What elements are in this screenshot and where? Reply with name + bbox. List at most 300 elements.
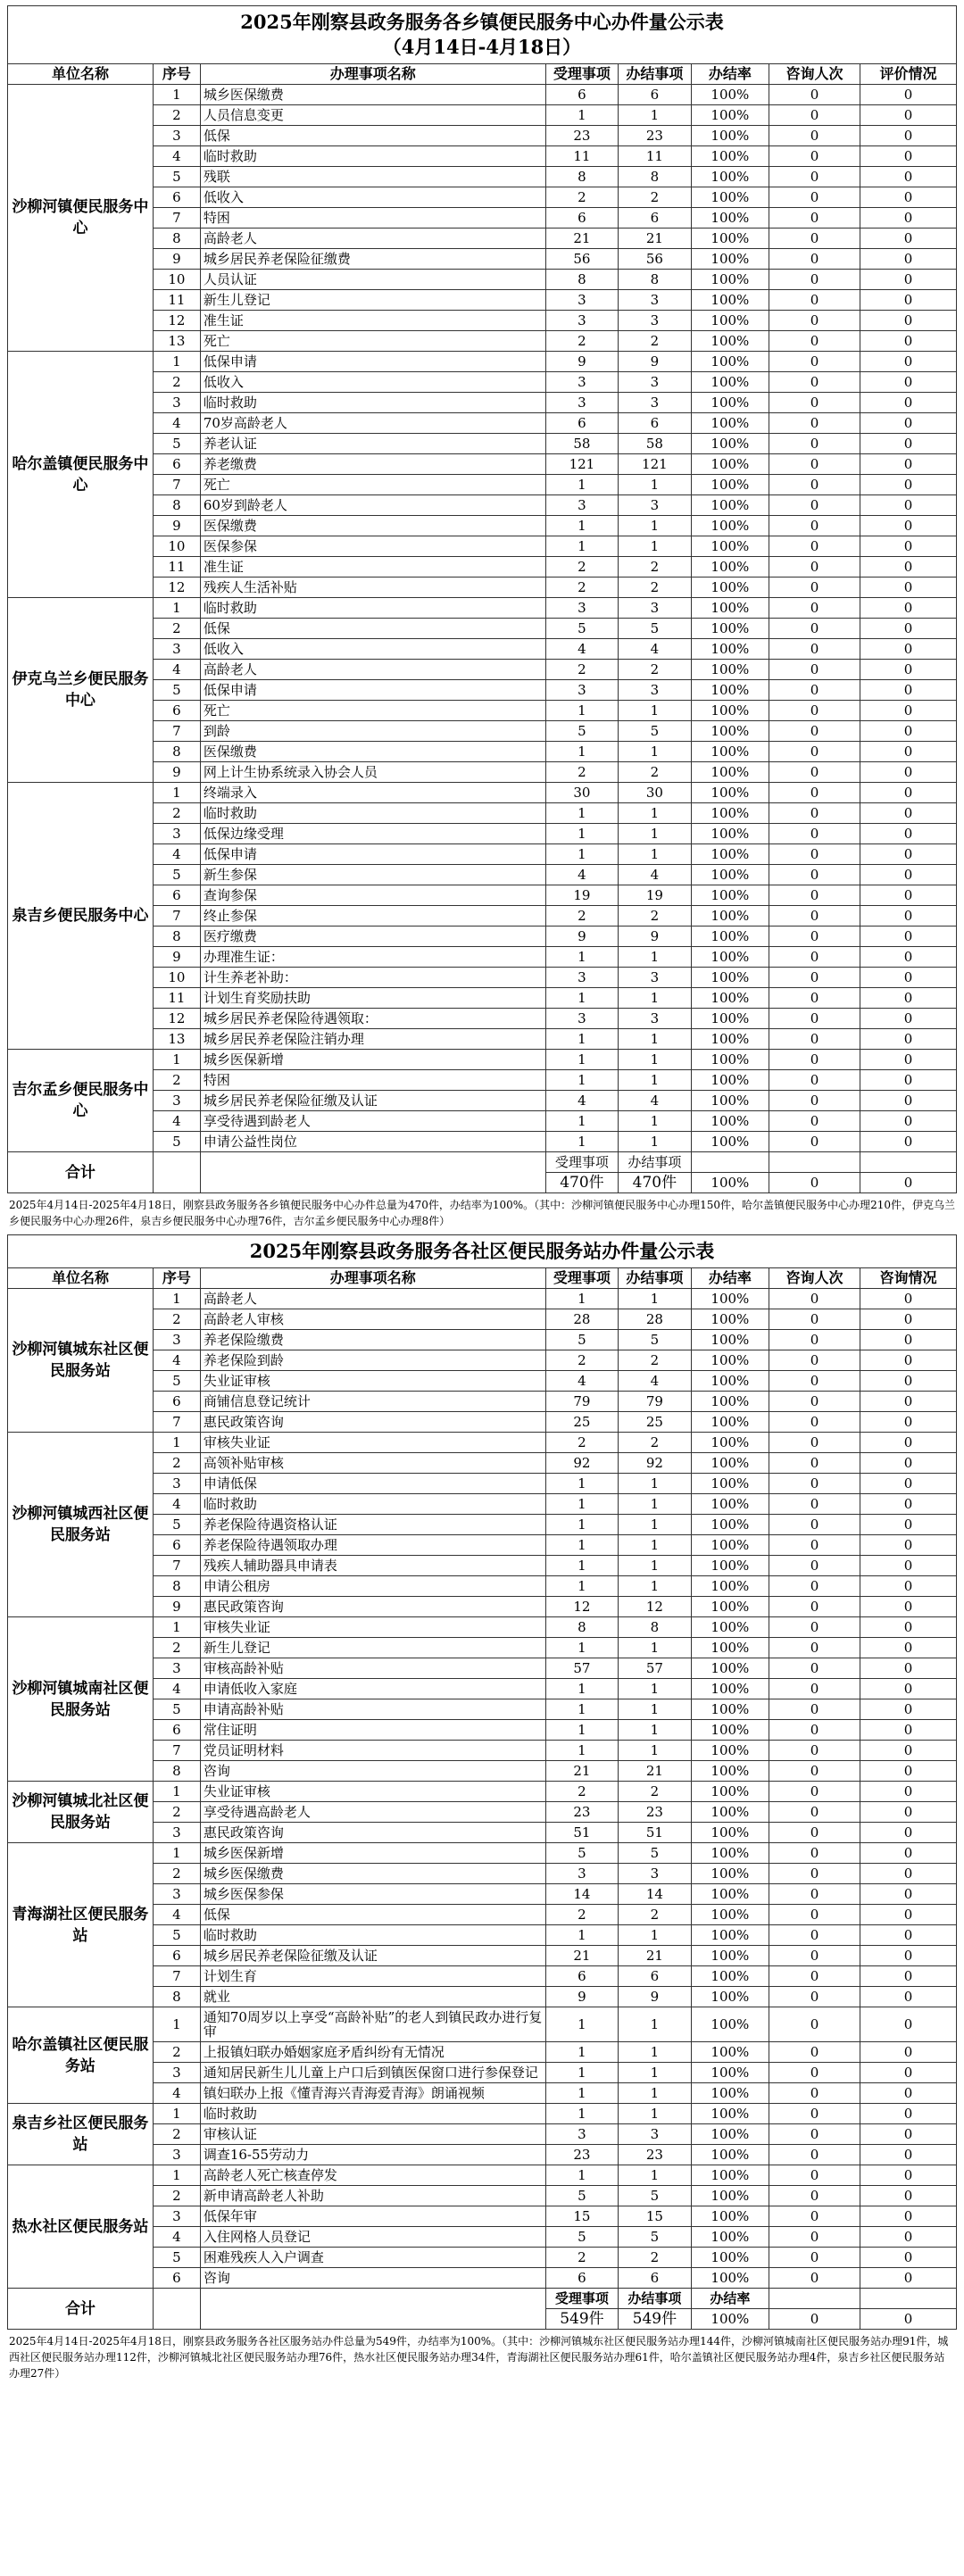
accepted: 2 <box>545 187 618 208</box>
completed: 1 <box>619 2042 691 2063</box>
seq: 2 <box>153 1802 200 1823</box>
accepted: 79 <box>545 1392 618 1412</box>
item-name: 残疾人辅助器具申请表 <box>200 1556 545 1576</box>
completion-rate: 100% <box>691 762 769 783</box>
consult-count: 0 <box>769 1309 860 1330</box>
seq: 1 <box>153 1843 200 1864</box>
item-name: 养老保险待遇资格认证 <box>200 1515 545 1535</box>
evaluation: 0 <box>860 1658 956 1679</box>
consult-count: 0 <box>769 1617 860 1638</box>
consult-count: 0 <box>769 495 860 516</box>
completion-rate: 100% <box>691 2007 769 2042</box>
evaluation: 0 <box>860 1050 956 1070</box>
completed: 1 <box>619 988 691 1009</box>
accepted: 1 <box>545 2007 618 2042</box>
completed: 58 <box>619 434 691 454</box>
seq: 4 <box>153 1350 200 1371</box>
completion-rate: 100% <box>691 803 769 824</box>
seq: 8 <box>153 1576 200 1597</box>
completion-rate: 100% <box>691 2248 769 2268</box>
completed: 30 <box>619 783 691 803</box>
consult-count: 0 <box>769 906 860 927</box>
total-h1: 受理事项 <box>545 2289 618 2309</box>
item-name: 计划生育 <box>200 1966 545 1987</box>
item-name: 城乡医保缴费 <box>200 85 545 105</box>
seq: 6 <box>153 885 200 906</box>
column-header: 序号 <box>153 64 200 85</box>
seq: 5 <box>153 1371 200 1392</box>
completion-rate: 100% <box>691 372 769 393</box>
accepted: 2 <box>545 1905 618 1925</box>
item-name: 高龄老人 <box>200 660 545 680</box>
seq: 5 <box>153 1699 200 1720</box>
accepted: 2 <box>545 578 618 598</box>
seq: 9 <box>153 249 200 270</box>
consult-count: 0 <box>769 167 860 187</box>
consult-count: 0 <box>769 2206 860 2227</box>
unit-name: 哈尔盖镇便民服务中心 <box>8 352 154 598</box>
consult-count: 0 <box>769 1371 860 1392</box>
item-name: 审核失业证 <box>200 1433 545 1453</box>
completed: 5 <box>619 2227 691 2248</box>
column-header: 办理事项名称 <box>200 64 545 85</box>
item-name: 申请高龄补贴 <box>200 1699 545 1720</box>
accepted: 1 <box>545 1132 618 1152</box>
title-text: 2025年刚察县政务服务各乡镇便民服务中心办件量公示表 <box>240 11 724 33</box>
accepted: 1 <box>545 1111 618 1132</box>
unit-name: 沙柳河镇城北社区便民服务站 <box>8 1782 154 1843</box>
seq: 2 <box>153 372 200 393</box>
completed: 6 <box>619 1966 691 1987</box>
completion-rate: 100% <box>691 454 769 475</box>
completed: 1 <box>619 1556 691 1576</box>
completion-rate: 100% <box>691 1091 769 1111</box>
completed: 1 <box>619 1638 691 1658</box>
consult-count: 0 <box>769 2063 860 2083</box>
total-h3: 办结率 <box>691 2289 769 2309</box>
evaluation: 0 <box>860 1132 956 1152</box>
seq: 4 <box>153 1111 200 1132</box>
item-name: 申请低保 <box>200 1474 545 1494</box>
seq: 2 <box>153 2186 200 2206</box>
completed: 12 <box>619 1597 691 1617</box>
accepted: 19 <box>545 885 618 906</box>
seq: 10 <box>153 536 200 557</box>
consult-count: 0 <box>769 1392 860 1412</box>
item-name: 困难残疾人入户调查 <box>200 2248 545 2268</box>
accepted: 11 <box>545 146 618 167</box>
accepted: 1 <box>545 1741 618 1761</box>
completed: 1 <box>619 1474 691 1494</box>
item-name: 低保边缘受理 <box>200 824 545 844</box>
consult-count: 0 <box>769 536 860 557</box>
table-row <box>8 2104 957 2124</box>
item-name: 临时救助 <box>200 1494 545 1515</box>
seq: 3 <box>153 1330 200 1350</box>
header-row <box>8 1268 957 1289</box>
total-h2: 办结事项 <box>619 2289 691 2309</box>
completion-rate: 100% <box>691 578 769 598</box>
accepted: 2 <box>545 1433 618 1453</box>
completed: 3 <box>619 495 691 516</box>
accepted: 3 <box>545 393 618 413</box>
completion-rate: 100% <box>691 352 769 372</box>
total-v1: 549件 <box>545 2309 618 2330</box>
accepted: 28 <box>545 1309 618 1330</box>
evaluation: 0 <box>860 1371 956 1392</box>
evaluation: 0 <box>860 2165 956 2186</box>
accepted: 1 <box>545 1535 618 1556</box>
completed: 5 <box>619 619 691 639</box>
seq: 8 <box>153 495 200 516</box>
seq: 5 <box>153 865 200 885</box>
completed: 1 <box>619 1576 691 1597</box>
unit-name: 沙柳河镇城东社区便民服务站 <box>8 1289 154 1433</box>
consult-count: 0 <box>769 2227 860 2248</box>
seq: 1 <box>153 2007 200 2042</box>
unit-name: 哈尔盖镇社区便民服务站 <box>8 2007 154 2104</box>
item-name: 上报镇妇联办婚姻家庭矛盾纠纷有无情况 <box>200 2042 545 2063</box>
completed: 6 <box>619 85 691 105</box>
seq: 6 <box>153 1535 200 1556</box>
completed: 3 <box>619 1009 691 1029</box>
accepted: 8 <box>545 167 618 187</box>
completion-rate: 100% <box>691 1132 769 1152</box>
accepted: 1 <box>545 1925 618 1946</box>
accepted: 14 <box>545 1884 618 1905</box>
seq: 4 <box>153 1679 200 1699</box>
completed: 8 <box>619 167 691 187</box>
consult-count: 0 <box>769 311 860 331</box>
column-header: 评价情况 <box>860 64 956 85</box>
seq: 4 <box>153 413 200 434</box>
item-name: 申请低收入家庭 <box>200 1679 545 1699</box>
consult-count: 0 <box>769 927 860 947</box>
accepted: 2 <box>545 557 618 578</box>
completion-rate: 100% <box>691 1433 769 1453</box>
item-name: 高龄老人审核 <box>200 1309 545 1330</box>
accepted: 51 <box>545 1823 618 1843</box>
item-name: 70岁高龄老人 <box>200 413 545 434</box>
item-name: 低收入 <box>200 372 545 393</box>
completed: 3 <box>619 372 691 393</box>
completion-rate: 100% <box>691 598 769 619</box>
completed: 6 <box>619 413 691 434</box>
item-name: 查询参保 <box>200 885 545 906</box>
consult-count: 0 <box>769 968 860 988</box>
evaluation: 0 <box>860 988 956 1009</box>
completion-rate: 100% <box>691 1029 769 1050</box>
consult-count: 0 <box>769 680 860 701</box>
accepted: 12 <box>545 1597 618 1617</box>
seq: 10 <box>153 968 200 988</box>
total-eval: 0 <box>860 2309 956 2330</box>
evaluation: 0 <box>860 536 956 557</box>
completed: 6 <box>619 208 691 229</box>
item-name: 低保申请 <box>200 352 545 372</box>
evaluation: 0 <box>860 1494 956 1515</box>
summary-note: 2025年4月14日-2025年4月18日，刚察县政务服务各社区服务站办件总量为549件，办结率为100%。（其中：沙柳河镇城东社区便民服务站办理144件，沙柳河镇城南社区便民服务站办理91件，城西社区便民服务站办理112件，沙柳河镇城北社区便民服务站办理76件，热水社区便民服务站办理34件，青海湖社区便民服务站办理61件，哈尔盖镇社区便民服务站办理4件，泉吉乡社区便民服务站办理27件） <box>9 2335 949 2380</box>
table-body <box>8 85 957 1152</box>
completed: 28 <box>619 1309 691 1330</box>
seq: 11 <box>153 557 200 578</box>
completion-rate: 100% <box>691 927 769 947</box>
item-name: 新生参保 <box>200 865 545 885</box>
completed: 2 <box>619 762 691 783</box>
evaluation: 0 <box>860 126 956 146</box>
seq: 8 <box>153 742 200 762</box>
item-name: 医疗缴费 <box>200 927 545 947</box>
accepted: 1 <box>545 1556 618 1576</box>
seq: 3 <box>153 824 200 844</box>
completion-rate: 100% <box>691 865 769 885</box>
consult-count: 0 <box>769 1050 860 1070</box>
seq: 7 <box>153 1966 200 1987</box>
item-name: 死亡 <box>200 701 545 721</box>
accepted: 6 <box>545 2268 618 2289</box>
item-name: 失业证审核 <box>200 1371 545 1392</box>
seq: 1 <box>153 1433 200 1453</box>
completion-rate: 100% <box>691 1823 769 1843</box>
completion-rate: 100% <box>691 85 769 105</box>
accepted: 23 <box>545 1802 618 1823</box>
item-name: 低保申请 <box>200 680 545 701</box>
accepted: 2 <box>545 2248 618 2268</box>
completed: 14 <box>619 1884 691 1905</box>
seq: 3 <box>153 2206 200 2227</box>
consult-count: 0 <box>769 1699 860 1720</box>
completion-rate: 100% <box>691 660 769 680</box>
seq: 7 <box>153 1556 200 1576</box>
accepted: 1 <box>545 105 618 126</box>
seq: 2 <box>153 1638 200 1658</box>
total-v2: 470件 <box>619 1173 691 1193</box>
completed: 19 <box>619 885 691 906</box>
completion-rate: 100% <box>691 1494 769 1515</box>
accepted: 1 <box>545 2083 618 2104</box>
completion-rate: 100% <box>691 1556 769 1576</box>
completion-rate: 100% <box>691 331 769 352</box>
unit-name: 沙柳河镇城南社区便民服务站 <box>8 1617 154 1782</box>
consult-count: 0 <box>769 947 860 968</box>
item-name: 60岁到龄老人 <box>200 495 545 516</box>
item-name: 惠民政策咨询 <box>200 1823 545 1843</box>
evaluation: 0 <box>860 2042 956 2063</box>
seq: 7 <box>153 721 200 742</box>
completed: 1 <box>619 1050 691 1070</box>
seq: 5 <box>153 1925 200 1946</box>
consult-count: 0 <box>769 1009 860 1029</box>
completion-rate: 100% <box>691 208 769 229</box>
seq: 11 <box>153 290 200 311</box>
completion-rate: 100% <box>691 1720 769 1741</box>
subtitle-text: （4月14日-4月18日） <box>382 36 582 58</box>
item-name: 低保 <box>200 1905 545 1925</box>
completed: 23 <box>619 1802 691 1823</box>
completed: 1 <box>619 844 691 865</box>
consult-count: 0 <box>769 372 860 393</box>
completed: 5 <box>619 2186 691 2206</box>
completion-rate: 100% <box>691 2268 769 2289</box>
consult-count: 0 <box>769 1029 860 1050</box>
item-name: 高龄老人死亡核查停发 <box>200 2165 545 2186</box>
evaluation: 0 <box>860 1576 956 1597</box>
consult-count: 0 <box>769 1638 860 1658</box>
accepted: 4 <box>545 865 618 885</box>
accepted: 9 <box>545 927 618 947</box>
completion-rate: 100% <box>691 1699 769 1720</box>
consult-count: 0 <box>769 701 860 721</box>
table-row <box>8 352 957 372</box>
accepted: 1 <box>545 475 618 495</box>
column-header: 办理事项名称 <box>200 1268 545 1289</box>
completed: 79 <box>619 1392 691 1412</box>
evaluation: 0 <box>860 1802 956 1823</box>
evaluation: 0 <box>860 578 956 598</box>
seq: 6 <box>153 1392 200 1412</box>
completed: 8 <box>619 1617 691 1638</box>
table-title <box>8 6 957 64</box>
consult-count: 0 <box>769 249 860 270</box>
completion-rate: 100% <box>691 413 769 434</box>
item-name: 临时救助 <box>200 146 545 167</box>
summary-note: 2025年4月14日-2025年4月18日，刚察县政务服务各乡镇便民服务中心办件总量为470件，办结率为100%。（其中：沙柳河镇便民服务中心办理150件，哈尔盖镇便民服务中心办理210件，伊克乌兰乡便民服务中心办理26件，泉吉乡便民服务中心办理76件，吉尔孟乡便民服务中心办理8件） <box>9 1199 955 1227</box>
item-name: 低收入 <box>200 639 545 660</box>
seq: 10 <box>153 270 200 290</box>
consult-count: 0 <box>769 2248 860 2268</box>
total-rate: 100% <box>691 1173 769 1193</box>
item-name: 死亡 <box>200 331 545 352</box>
completed: 1 <box>619 803 691 824</box>
evaluation: 0 <box>860 598 956 619</box>
evaluation: 0 <box>860 1330 956 1350</box>
completion-rate: 100% <box>691 1371 769 1392</box>
evaluation: 0 <box>860 352 956 372</box>
seq: 4 <box>153 2083 200 2104</box>
completion-rate: 100% <box>691 393 769 413</box>
seq: 3 <box>153 1658 200 1679</box>
consult-count: 0 <box>769 208 860 229</box>
evaluation: 0 <box>860 2227 956 2248</box>
completed: 1 <box>619 824 691 844</box>
evaluation: 0 <box>860 475 956 495</box>
item-name: 临时救助 <box>200 2104 545 2124</box>
item-name: 城乡居民养老保险征缴费 <box>200 249 545 270</box>
evaluation: 0 <box>860 968 956 988</box>
completed: 4 <box>619 865 691 885</box>
completion-rate: 100% <box>691 167 769 187</box>
completed: 3 <box>619 2124 691 2145</box>
completed: 9 <box>619 352 691 372</box>
consult-count: 0 <box>769 1720 860 1741</box>
accepted: 1 <box>545 536 618 557</box>
accepted: 8 <box>545 270 618 290</box>
evaluation: 0 <box>860 1905 956 1925</box>
consult-count: 0 <box>769 2042 860 2063</box>
consult-count: 0 <box>769 598 860 619</box>
consult-count: 0 <box>769 1494 860 1515</box>
completion-rate: 100% <box>691 475 769 495</box>
seq: 6 <box>153 701 200 721</box>
item-name: 审核失业证 <box>200 1617 545 1638</box>
seq: 1 <box>153 1617 200 1638</box>
completed: 21 <box>619 1946 691 1966</box>
item-name: 残疾人生活补贴 <box>200 578 545 598</box>
total-label: 合计 <box>8 1152 154 1193</box>
completion-rate: 100% <box>691 495 769 516</box>
evaluation: 0 <box>860 557 956 578</box>
item-name: 特困 <box>200 208 545 229</box>
completed: 2 <box>619 331 691 352</box>
completion-rate: 100% <box>691 1782 769 1802</box>
item-name: 残联 <box>200 167 545 187</box>
consult-count: 0 <box>769 2083 860 2104</box>
accepted: 1 <box>545 1638 618 1658</box>
consult-count: 0 <box>769 290 860 311</box>
total-v2: 549件 <box>619 2309 691 2330</box>
completion-rate: 100% <box>691 2042 769 2063</box>
consult-count: 0 <box>769 1905 860 1925</box>
accepted: 2 <box>545 906 618 927</box>
item-name: 审核高龄补贴 <box>200 1658 545 1679</box>
completion-rate: 100% <box>691 639 769 660</box>
evaluation: 0 <box>860 331 956 352</box>
consult-count: 0 <box>769 229 860 249</box>
completed: 1 <box>619 516 691 536</box>
completed: 1 <box>619 1720 691 1741</box>
accepted: 25 <box>545 1412 618 1433</box>
completed: 2 <box>619 1782 691 1802</box>
column-header: 办结率 <box>691 1268 769 1289</box>
completed: 1 <box>619 475 691 495</box>
evaluation: 0 <box>860 146 956 167</box>
evaluation: 0 <box>860 454 956 475</box>
completed: 3 <box>619 1864 691 1884</box>
column-header: 受理事项 <box>545 1268 618 1289</box>
evaluation: 0 <box>860 1741 956 1761</box>
completion-rate: 100% <box>691 2227 769 2248</box>
accepted: 1 <box>545 988 618 1009</box>
evaluation: 0 <box>860 1515 956 1535</box>
consult-count: 0 <box>769 783 860 803</box>
evaluation: 0 <box>860 2268 956 2289</box>
evaluation: 0 <box>860 1843 956 1864</box>
total-label: 合计 <box>8 2289 154 2330</box>
completion-rate: 100% <box>691 2124 769 2145</box>
accepted: 2 <box>545 1782 618 1802</box>
seq: 4 <box>153 146 200 167</box>
item-name: 网上计生协系统录入协会人员 <box>200 762 545 783</box>
evaluation: 0 <box>860 2248 956 2268</box>
completion-rate: 100% <box>691 988 769 1009</box>
accepted: 2 <box>545 762 618 783</box>
accepted: 9 <box>545 1987 618 2007</box>
consult-count: 0 <box>769 516 860 536</box>
completion-rate: 100% <box>691 1111 769 1132</box>
evaluation: 0 <box>860 783 956 803</box>
consult-count: 0 <box>769 1679 860 1699</box>
seq: 1 <box>153 783 200 803</box>
accepted: 1 <box>545 1699 618 1720</box>
accepted: 6 <box>545 413 618 434</box>
seq: 5 <box>153 1132 200 1152</box>
evaluation: 0 <box>860 105 956 126</box>
evaluation: 0 <box>860 2124 956 2145</box>
column-header: 咨询人次 <box>769 64 860 85</box>
completion-rate: 100% <box>691 1905 769 1925</box>
accepted: 23 <box>545 126 618 146</box>
evaluation: 0 <box>860 1864 956 1884</box>
